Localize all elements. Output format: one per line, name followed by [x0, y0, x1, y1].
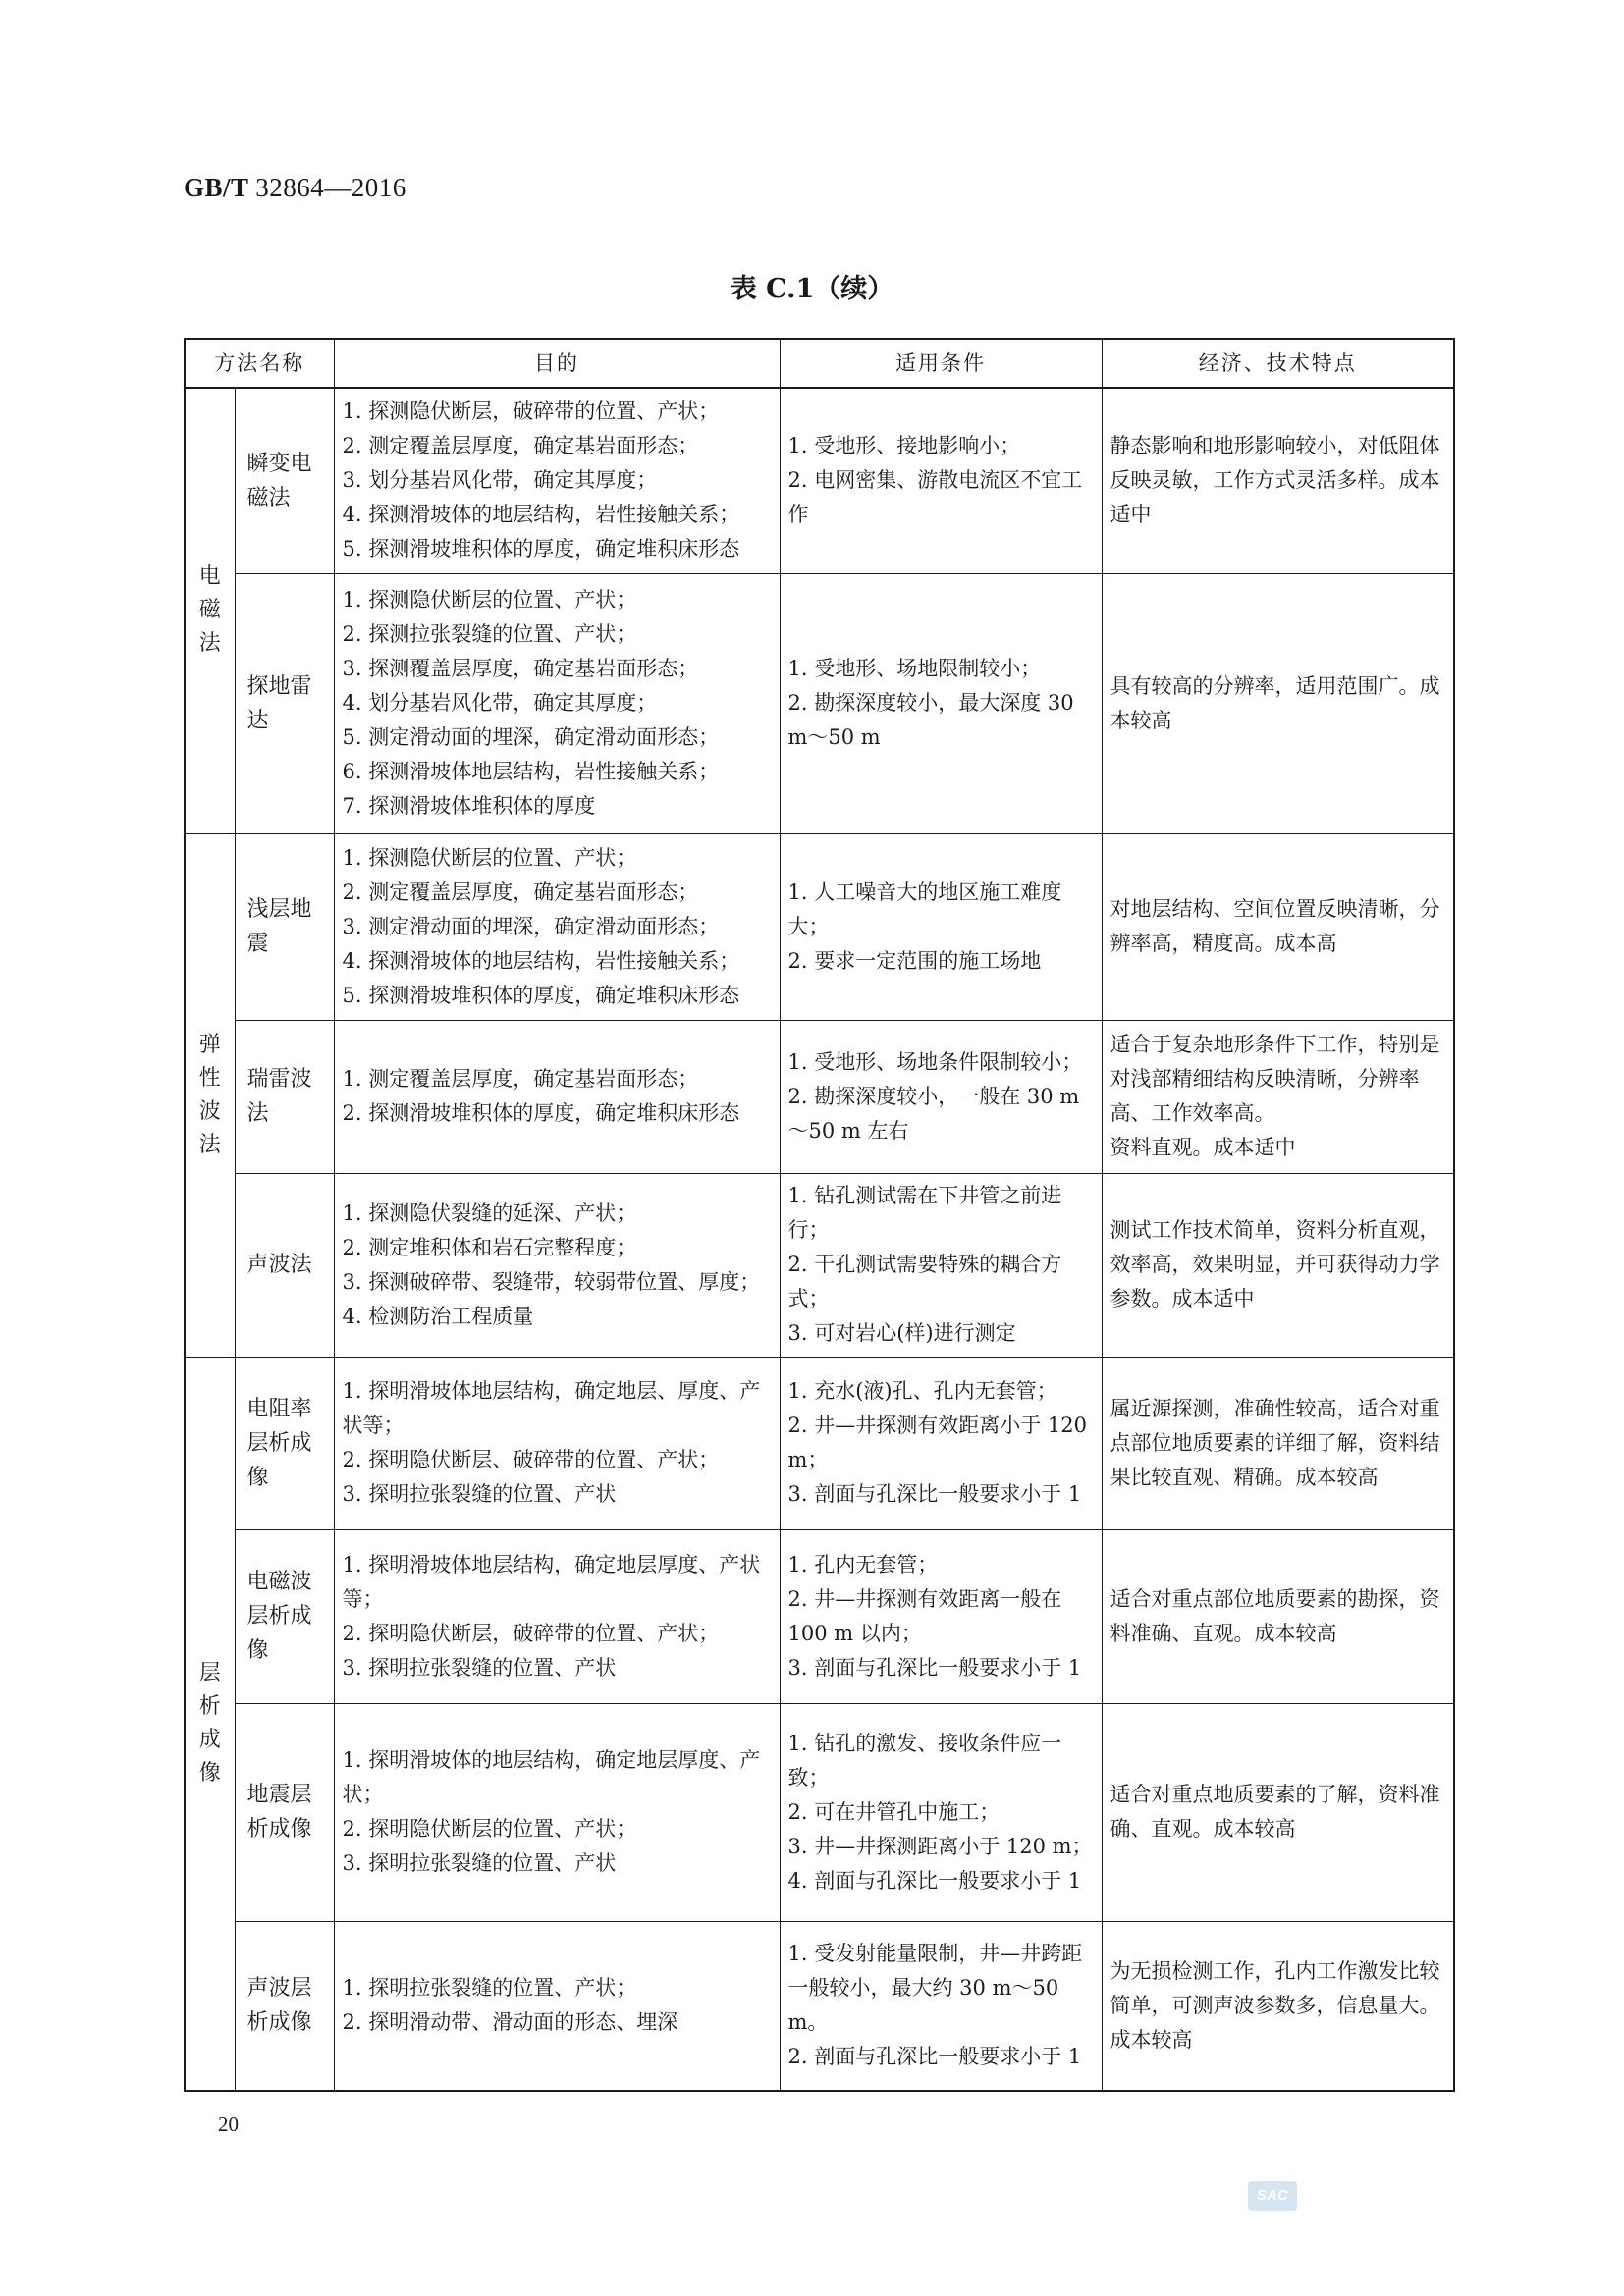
cell-line: 1. 受发射能量限制，井—井跨距一般较小，最大约 30 m～50 m。 — [787, 1942, 1083, 2035]
features-cell — [1102, 573, 1454, 833]
cell-line: 2. 探明隐伏断层的位置、产状； — [342, 1817, 637, 1841]
cell-line: 2. 探明滑动带、滑动面的形态、埋深 — [342, 2010, 678, 2035]
table-row — [185, 1020, 1454, 1173]
purpose-cell — [334, 573, 780, 833]
cell-line: 2. 测定覆盖层厚度，确定基岩面形态； — [342, 880, 699, 904]
conditions-cell — [780, 573, 1102, 833]
cell-line: 4. 检测防治工程质量 — [342, 1304, 534, 1328]
cell-line: 2. 探明隐伏断层，破碎带的位置、产状； — [342, 1621, 720, 1645]
table-row — [185, 1703, 1454, 1921]
cell-line: 1. 人工噪音大的地区施工难度大； — [787, 880, 1062, 938]
conditions-cell — [780, 1703, 1102, 1921]
cell-line: 5. 探测滑坡堆积体的厚度，确定堆积床形态 — [342, 983, 740, 1007]
conditions-cell — [780, 388, 1102, 573]
cell-line: 1. 探明滑坡体地层结构，确定地层、厚度、产状等； — [342, 1379, 761, 1437]
cell-line: 4. 剖面与孔深比一般要求小于 1 — [787, 1868, 1082, 1893]
features-cell — [1102, 1357, 1454, 1529]
cell-line: 对地层结构、空间位置反映清晰，分辨率高，精度高。成本高 — [1110, 897, 1440, 955]
cell-line: 2. 测定堆积体和岩石完整程度； — [342, 1235, 637, 1259]
cell-line: 1. 受地形、场地条件限制较小； — [787, 1049, 1083, 1074]
cell-line: 1. 探测隐伏裂缝的延深、产状； — [342, 1201, 637, 1225]
cell-line: 2. 电网密集、游散电流区不宜工作 — [787, 468, 1083, 527]
cell-line: 2. 井—井探测有效距离小于 120 m； — [787, 1414, 1087, 1471]
method-cell: 探地雷达 — [235, 573, 334, 833]
cell-line: 1. 充水(液)孔、孔内无套管； — [787, 1379, 1057, 1403]
method-cell: 电阻率层析成像 — [235, 1357, 334, 1529]
cell-line: 2. 剖面与孔深比一般要求小于 1 — [787, 2045, 1082, 2069]
cell-line: 2. 探明隐伏断层、破碎带的位置、产状； — [342, 1448, 720, 1471]
method-cell: 声波层析成像 — [235, 1921, 334, 2091]
table-row — [185, 833, 1454, 1020]
purpose-cell — [334, 1921, 780, 2091]
cell-line: 1. 探明滑坡体的地层结构，确定地层厚度、产状； — [342, 1748, 761, 1806]
cell-line: 7. 探测滑坡体堆积体的厚度 — [342, 794, 596, 818]
cell-line: 5. 探测滑坡堆积体的厚度，确定堆积床形态 — [342, 537, 740, 561]
features-cell — [1102, 833, 1454, 1020]
features-cell — [1102, 1703, 1454, 1921]
table-caption: 表 C.1（续） — [730, 274, 894, 304]
standard-number: 32864—2016 — [255, 173, 406, 202]
method-cell: 浅层地震 — [235, 833, 334, 1020]
purpose-cell — [334, 388, 780, 573]
cell-line: 3. 可对岩心(样)进行测定 — [787, 1321, 1016, 1345]
cell-line: 1. 探明滑坡体地层结构，确定地层厚度、产状等； — [342, 1552, 761, 1611]
purpose-cell — [334, 1173, 780, 1357]
cell-line: 2. 井—井探测有效距离一般在 100 m 以内； — [787, 1586, 1062, 1645]
cell-line: 1. 钻孔测试需在下井管之前进行； — [787, 1184, 1062, 1242]
cell-line: 3. 划分基岩风化带，确定其厚度； — [342, 468, 658, 493]
features-cell — [1102, 1020, 1454, 1173]
cell-line: 3. 探测破碎带、裂缝带，较弱带位置、厚度； — [342, 1269, 761, 1294]
cell-line: 1. 测定覆盖层厚度，确定基岩面形态； — [342, 1067, 699, 1091]
method-cell: 瑞雷波法 — [235, 1020, 334, 1173]
category-cell: 层析成像 — [185, 1357, 235, 2091]
cell-line: 1. 受地形、场地限制较小； — [787, 657, 1042, 680]
cell-line: 1. 探明拉张裂缝的位置、产状； — [342, 1976, 637, 2001]
purpose-cell — [334, 833, 780, 1020]
cell-line: 1. 受地形、接地影响小； — [787, 434, 1021, 458]
cell-line: 1. 探测隐伏断层的位置、产状； — [342, 588, 637, 612]
methods-table — [184, 338, 1455, 2092]
method-cell: 地震层析成像 — [235, 1703, 334, 1921]
purpose-cell — [334, 1357, 780, 1529]
cell-line: 1. 探测隐伏断层，破碎带的位置、产状； — [342, 400, 720, 424]
cell-line: 4. 探测滑坡体的地层结构，岩性接触关系； — [342, 503, 740, 527]
conditions-cell — [780, 1529, 1102, 1703]
standard-prefix: GB/T — [184, 173, 249, 202]
cell-line: 1. 探测隐伏断层的位置、产状； — [342, 845, 637, 870]
cell-line: 属近源探测，准确性较高，适合对重点部位地质要素的详细了解，资料结果比较直观、精确。成本较高 — [1110, 1396, 1440, 1489]
standard-code — [184, 173, 406, 203]
cell-line: 2. 干孔测试需要特殊的耦合方式； — [787, 1253, 1062, 1310]
table-row — [185, 1921, 1454, 2091]
cell-line: 1. 钻孔的激发、接收条件应一致； — [787, 1731, 1062, 1789]
table-row — [185, 1173, 1454, 1357]
table-row — [185, 1357, 1454, 1529]
features-cell — [1102, 1921, 1454, 2091]
purpose-cell — [334, 1020, 780, 1173]
conditions-cell — [780, 1921, 1102, 2091]
features-cell — [1102, 1173, 1454, 1357]
col-header-conditions: 适用条件 — [780, 339, 1102, 388]
table-header-row — [185, 339, 1454, 388]
table-body — [185, 388, 1454, 2091]
cell-line: 2. 可在井管孔中施工； — [787, 1799, 1001, 1824]
col-header-features: 经济、技术特点 — [1102, 339, 1454, 388]
conditions-cell — [780, 1020, 1102, 1173]
method-cell: 电磁波层析成像 — [235, 1529, 334, 1703]
cell-line: 3. 探明拉张裂缝的位置、产状 — [342, 1655, 617, 1680]
cell-line: 适合对重点地质要素的了解，资料准确、直观。成本较高 — [1110, 1783, 1440, 1841]
method-cell: 声波法 — [235, 1173, 334, 1357]
cell-line: 3. 测定滑动面的埋深，确定滑动面形态； — [342, 914, 720, 938]
table-row — [185, 388, 1454, 573]
cell-line: 静态影响和地形影响较小，对低阻体反映灵敏，工作方式灵活多样。成本适中 — [1110, 434, 1440, 527]
cell-line: 6. 探测滑坡体地层结构，岩性接触关系； — [342, 760, 720, 783]
cell-line: 4. 探测滑坡体的地层结构，岩性接触关系； — [342, 948, 740, 973]
cell-line: 1. 孔内无套管； — [787, 1552, 939, 1576]
cell-line: 5. 测定滑动面的埋深，确定滑动面形态； — [342, 725, 720, 749]
cell-line: 3. 探明拉张裂缝的位置、产状 — [342, 1851, 617, 1875]
purpose-cell — [334, 1703, 780, 1921]
cell-line: 4. 划分基岩风化带，确定其厚度； — [342, 691, 658, 715]
cell-line: 3. 剖面与孔深比一般要求小于 1 — [787, 1655, 1082, 1680]
cell-line: 3. 剖面与孔深比一般要求小于 1 — [787, 1482, 1082, 1506]
cell-line: 2. 探测滑坡堆积体的厚度，确定堆积床形态 — [342, 1101, 740, 1125]
cell-line: 适合于复杂地形条件下工作，特别是对浅部精细结构反映清晰，分辨率高、工作效率高。 — [1110, 1033, 1440, 1125]
cell-line: 2. 要求一定范围的施工场地 — [787, 948, 1042, 973]
category-cell: 电磁法 — [185, 388, 235, 833]
page-number: 20 — [218, 2112, 239, 2136]
cell-line: 资料直观。成本适中 — [1110, 1136, 1296, 1159]
conditions-cell — [780, 833, 1102, 1020]
col-header-method: 方法名称 — [185, 339, 334, 388]
cell-line: 为无损检测工作，孔内工作激发比较简单，可测声波参数多，信息量大。成本较高 — [1110, 1958, 1440, 2052]
conditions-cell — [780, 1357, 1102, 1529]
cell-line: 3. 探明拉张裂缝的位置、产状 — [342, 1482, 617, 1506]
cell-line: 2. 探测拉张裂缝的位置、产状； — [342, 622, 637, 646]
cell-line: 2. 测定覆盖层厚度，确定基岩面形态； — [342, 434, 699, 458]
cell-line: 适合对重点部位地质要素的勘探，资料准确、直观。成本较高 — [1110, 1586, 1440, 1645]
cell-line: 3. 井—井探测距离小于 120 m； — [787, 1834, 1093, 1858]
category-cell: 弹性波法 — [185, 833, 235, 1357]
cell-line: 2. 勘探深度较小，一般在 30 m～50 m 左右 — [787, 1084, 1080, 1143]
table-row — [185, 573, 1454, 833]
cell-line: 3. 探测覆盖层厚度，确定基岩面形态； — [342, 657, 699, 680]
features-cell — [1102, 388, 1454, 573]
features-cell — [1102, 1529, 1454, 1703]
table-row — [185, 1529, 1454, 1703]
purpose-cell — [334, 1529, 780, 1703]
cell-line: 测试工作技术简单，资料分析直观，效率高，效果明显，并可获得动力学参数。成本适中 — [1110, 1218, 1440, 1310]
sac-logo: SAC — [1248, 2181, 1297, 2211]
conditions-cell — [780, 1173, 1102, 1357]
cell-line: 具有较高的分辨率，适用范围广。成本较高 — [1110, 673, 1440, 732]
method-cell: 瞬变电磁法 — [235, 388, 334, 573]
col-header-purpose: 目的 — [334, 339, 780, 388]
cell-line: 2. 勘探深度较小，最大深度 30 m～50 m — [787, 691, 1074, 749]
